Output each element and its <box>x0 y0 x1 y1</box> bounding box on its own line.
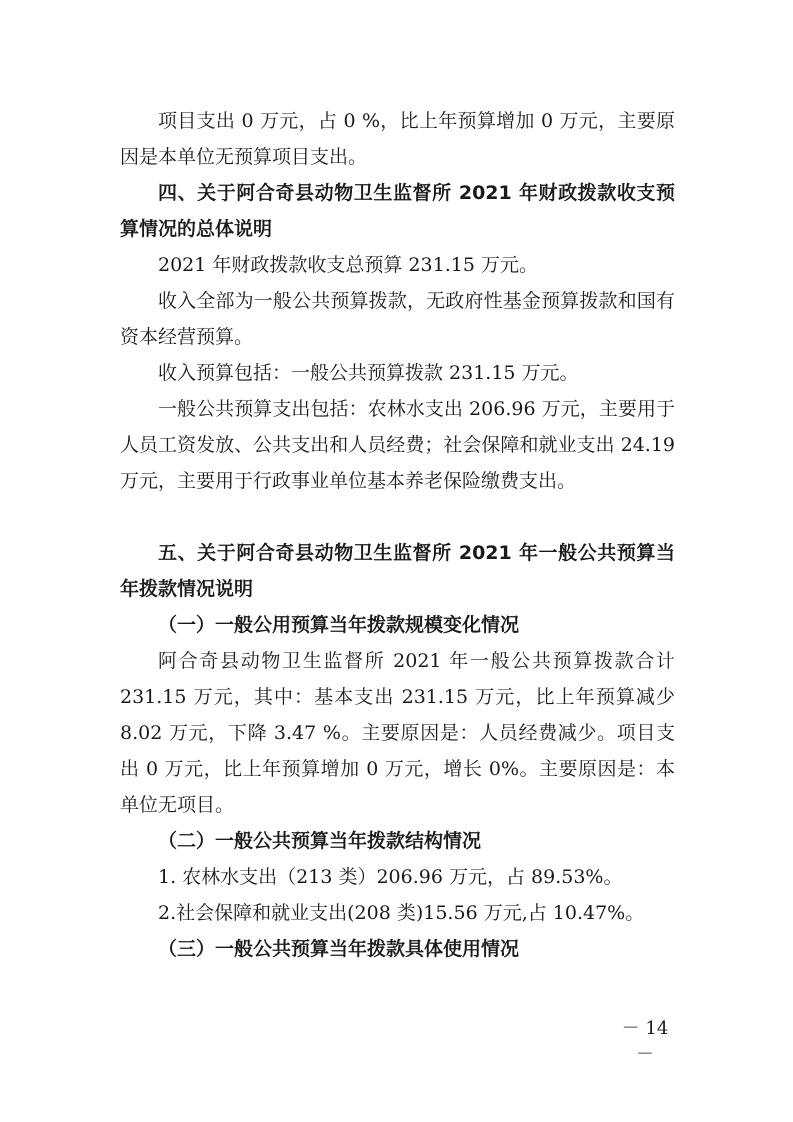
subheading-2: （二）一般公共预算当年拨款结构情况 <box>158 830 482 852</box>
paragraph-total-budget: 2021 年财政拨款收支总预算 231.15 万元。 <box>158 254 538 276</box>
paragraph-income-composition: 收入全部为一般公共预算拨款，无政府性基金预算拨款和国有资本经营预算。 <box>120 290 675 348</box>
list-item-social-security: 2.社会保障和就业支出(208 类)15.56 万元,占 10.47%。 <box>158 902 645 924</box>
paragraph-scale-change: 阿合奇县动物卫生监督所 2021 年一般公共预算拨款合计 231.15 万元，其中：基本支出 231.15 万元，比上年预算减少 8.02 万元，下降 3.47 %。主要原因是：人员经费减少。项目支出 0 万元，比上年预算增加 0 万元，增长 0%。主要原因是：本单位无项目。 <box>120 650 675 816</box>
paragraph-project-expenditure: 项目支出 0 万元，占 0 %，比上年预算增加 0 万元，主要原因是本单位无预算项目支出。 <box>120 110 675 168</box>
paragraph-expenditure-breakdown: 一般公共预算支出包括：农林水支出 206.96 万元，主要用于人员工资发放、公共支出和人员经费；社会保障和就业支出 24.19 万元，主要用于行政事业单位基本养老保险缴费支出。 <box>120 398 675 492</box>
section-heading-4: 四、关于阿合奇县动物卫生监督所 2021 年财政拨款收支预算情况的总体说明 <box>120 182 675 240</box>
page-number: － 14 － <box>621 1018 669 1065</box>
section-heading-5: 五、关于阿合奇县动物卫生监督所 2021 年一般公共预算当年拨款情况说明 <box>120 542 675 600</box>
subheading-3: （三）一般公共预算当年拨款具体使用情况 <box>158 938 520 960</box>
paragraph-income-budget: 收入预算包括：一般公共预算拨款 231.15 万元。 <box>158 362 579 384</box>
list-item-agriculture: 1. 农林水支出（213 类）206.96 万元，占 89.53%。 <box>158 866 623 888</box>
subheading-1: （一）一般公用预算当年拨款规模变化情况 <box>158 614 520 636</box>
